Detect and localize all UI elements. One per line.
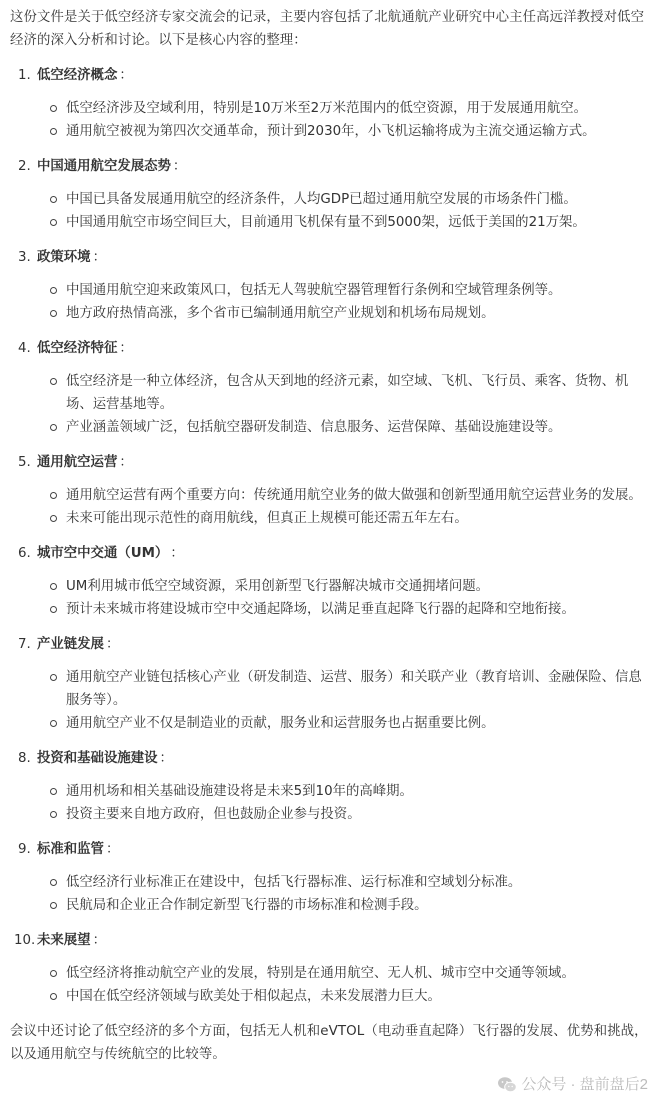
- section-number: 4.: [18, 341, 31, 356]
- section-title: 投资和基础设施建设: [37, 751, 158, 766]
- bullet-text: 投资主要来自地方政府，但也鼓励企业参与投资。: [66, 807, 361, 822]
- section-heading: [10, 747, 650, 770]
- bullet-text: 低空经济将推动航空产业的发展，特别是在通用航空、无人机、城市空中交通等领域。: [66, 966, 575, 981]
- bullet-list: [10, 871, 650, 917]
- bullet-list: [10, 666, 650, 735]
- bullet-item: [50, 416, 650, 439]
- bullet-text: 中国在低空经济领域与欧美处于相似起点，未来发展潜力巨大。: [66, 989, 441, 1004]
- bullet-circle-icon: [50, 492, 57, 499]
- bullet-item: [50, 507, 650, 530]
- bullet-item: [50, 211, 650, 234]
- section-colon: ：: [92, 933, 106, 948]
- bullet-item: [50, 575, 650, 598]
- bullet-list: [10, 97, 650, 143]
- section-list: [10, 64, 650, 1008]
- bullet-text: 中国通用航空市场空间巨大，目前通用飞机保有量不到5000架，远低于美国的21万架。: [66, 215, 586, 230]
- section-number: 1.: [18, 68, 31, 83]
- section-number: 10.: [14, 933, 36, 948]
- section-heading: [10, 929, 650, 952]
- bullet-item: [50, 302, 650, 325]
- bullet-circle-icon: [50, 424, 57, 431]
- section-item: [10, 155, 650, 234]
- bullet-text: UM利用城市低空空域资源，采用创新型飞行器解决城市交通拥堵问题。: [66, 579, 490, 594]
- bullet-circle-icon: [50, 902, 57, 909]
- section-colon: ：: [119, 341, 133, 356]
- bullet-item: [50, 894, 650, 917]
- section-title: 中国通用航空发展态势: [37, 159, 171, 174]
- bullet-item: [50, 962, 650, 985]
- section-colon: ：: [159, 751, 173, 766]
- section-number: 6.: [18, 546, 31, 561]
- bullet-item: [50, 666, 650, 712]
- section-number: 7.: [18, 637, 31, 652]
- bullet-list: [10, 575, 650, 621]
- section-item: [10, 451, 650, 530]
- bullet-item: [50, 780, 650, 803]
- bullet-circle-icon: [50, 515, 57, 522]
- section-item: [10, 838, 650, 917]
- bullet-text: 地方政府热情高涨，多个省市已编制通用航空产业规划和机场布局规划。: [66, 306, 495, 321]
- section-title: 标准和监管: [37, 842, 104, 857]
- section-number: 9.: [18, 842, 31, 857]
- section-title: 产业链发展: [37, 637, 104, 652]
- bullet-circle-icon: [50, 993, 57, 1000]
- bullet-item: [50, 598, 650, 621]
- section-colon: ：: [92, 250, 106, 265]
- bullet-item: [50, 712, 650, 735]
- bullet-text: 未来可能出现示范性的商用航线，但真正上规模可能还需五年左右。: [66, 511, 468, 526]
- bullet-text: 中国已具备发展通用航空的经济条件，人均GDP已超过通用航空发展的市场条件门槛。: [66, 192, 577, 207]
- section-heading: [10, 246, 650, 269]
- bullet-text: 低空经济行业标准正在建设中，包括飞行器标准、运行标准和空域划分标准。: [66, 875, 522, 890]
- section-heading: [10, 542, 650, 565]
- section-item: [10, 747, 650, 826]
- bullet-text: 通用航空运营有两个重要方向：传统通用航空业务的做大做强和创新型通用航空运营业务的发展。: [66, 488, 642, 503]
- section-item: [10, 246, 650, 325]
- section-title: 未来展望: [37, 933, 91, 948]
- bullet-circle-icon: [50, 196, 57, 203]
- bullet-text: 低空经济涉及空域利用，特别是10万米至2万米范围内的低空资源，用于发展通用航空。: [66, 101, 588, 116]
- bullet-list: [10, 279, 650, 325]
- bullet-item: [50, 985, 650, 1008]
- section-colon: ：: [119, 455, 133, 470]
- bullet-text: 通用机场和相关基础设施建设将是未来5到10年的高峰期。: [66, 784, 413, 799]
- bullet-item: [50, 871, 650, 894]
- bullet-circle-icon: [50, 310, 57, 317]
- bullet-item: [50, 484, 650, 507]
- bullet-text: 通用航空产业不仅是制造业的贡献，服务业和运营服务也占据重要比例。: [66, 716, 495, 731]
- section-item: [10, 64, 650, 143]
- bullet-item: [50, 120, 650, 143]
- bullet-item: [50, 188, 650, 211]
- bullet-text: 通用航空产业链包括核心产业（研发制造、运营、服务）和关联产业（教育培训、金融保险、信息服务等）。: [66, 670, 642, 708]
- intro-paragraph: 这份文件是关于低空经济专家交流会的记录，主要内容包括了北航通航产业研究中心主任高远洋教授对低空经济的深入分析和讨论。以下是核心内容的整理：: [10, 10, 645, 48]
- bullet-item: [50, 279, 650, 302]
- bullet-circle-icon: [50, 674, 57, 681]
- section-title: 低空经济概念: [37, 68, 118, 83]
- bullet-text: 产业涵盖领域广泛，包括航空器研发制造、信息服务、运营保障、基础设施建设等。: [66, 420, 562, 435]
- bullet-circle-icon: [50, 583, 57, 590]
- wechat-icon: [497, 1076, 517, 1094]
- section-number: 8.: [18, 751, 31, 766]
- section-colon: ：: [170, 546, 184, 561]
- bullet-circle-icon: [50, 720, 57, 727]
- section-title: 城市空中交通（UM）: [37, 546, 169, 561]
- section-item: [10, 633, 650, 735]
- watermark: [497, 1073, 648, 1096]
- section-title: 低空经济特征: [37, 341, 118, 356]
- section-title: 通用航空运营: [37, 455, 118, 470]
- watermark-text: 公众号 · 盘前盘后2: [521, 1076, 648, 1093]
- section-item: [10, 542, 650, 621]
- section-heading: [10, 838, 650, 861]
- closing-paragraph: 会议中还讨论了低空经济的多个方面，包括无人机和eVTOL（电动垂直起降）飞行器的发展、优势和挑战，以及通用航空与传统航空的比较等。: [10, 1024, 648, 1062]
- section-colon: ：: [105, 842, 120, 857]
- bullet-circle-icon: [50, 128, 57, 135]
- bullet-text: 低空经济是一种立体经济，包含从天到地的经济元素，如空域、飞机、飞行员、乘客、货物、机场、运营基地等。: [66, 374, 629, 412]
- bullet-text: 中国通用航空迎来政策风口，包括无人驾驶航空器管理暂行条例和空域管理条例等。: [66, 283, 562, 298]
- bullet-circle-icon: [50, 788, 57, 795]
- section-heading: [10, 451, 650, 474]
- section-number: 5.: [18, 455, 31, 470]
- bullet-circle-icon: [50, 606, 57, 613]
- bullet-list: [10, 484, 650, 530]
- section-number: 3.: [18, 250, 31, 265]
- bullet-item: [50, 370, 650, 416]
- bullet-circle-icon: [50, 879, 57, 886]
- bullet-item: [50, 803, 650, 826]
- bullet-text: 通用航空被视为第四次交通革命，预计到2030年，小飞机运输将成为主流交通运输方式。: [66, 124, 596, 139]
- section-title: 政策环境: [37, 250, 91, 265]
- bullet-list: [10, 370, 650, 439]
- section-heading: [10, 337, 650, 360]
- section-heading: [10, 633, 650, 656]
- bullet-circle-icon: [50, 105, 57, 112]
- section-heading: [10, 64, 650, 87]
- bullet-circle-icon: [50, 287, 57, 294]
- section-item: [10, 337, 650, 439]
- section-colon: ：: [105, 637, 120, 652]
- bullet-item: [50, 97, 650, 120]
- bullet-list: [10, 188, 650, 234]
- bullet-list: [10, 962, 650, 1008]
- section-item: [10, 929, 650, 1008]
- bullet-circle-icon: [50, 811, 57, 818]
- section-colon: ：: [172, 159, 187, 174]
- section-colon: ：: [119, 68, 133, 83]
- bullet-list: [10, 780, 650, 826]
- section-heading: [10, 155, 650, 178]
- bullet-circle-icon: [50, 219, 57, 226]
- bullet-circle-icon: [50, 378, 57, 385]
- bullet-circle-icon: [50, 970, 57, 977]
- bullet-text: 民航局和企业正合作制定新型飞行器的市场标准和检测手段。: [66, 898, 428, 913]
- document-body: [10, 6, 650, 1066]
- bullet-text: 预计未来城市将建设城市空中交通起降场，以满足垂直起降飞行器的起降和空地衔接。: [66, 602, 575, 617]
- section-number: 2.: [18, 159, 31, 174]
